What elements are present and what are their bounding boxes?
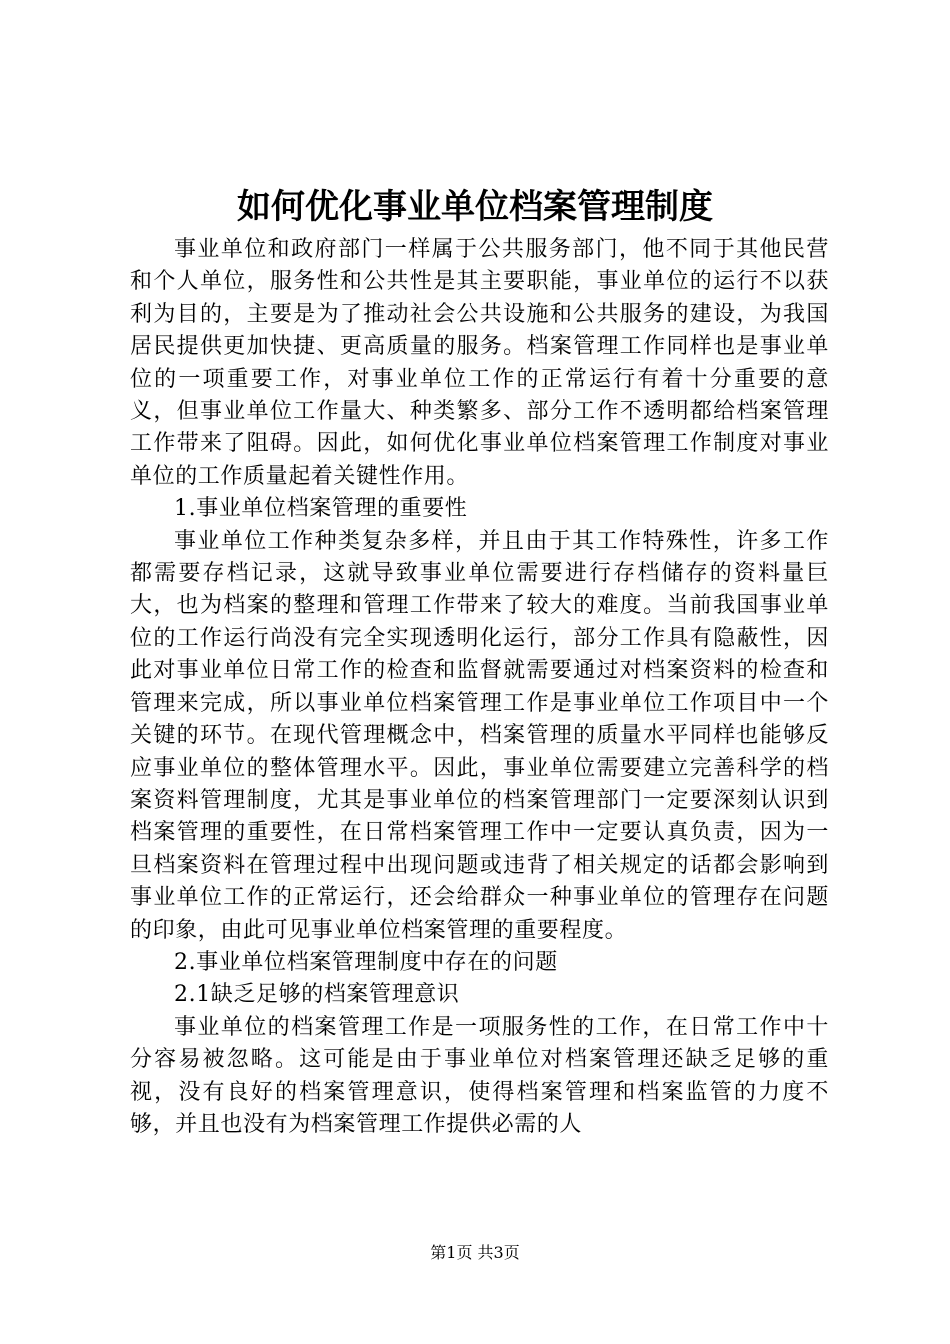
paragraph-awareness: 事业单位的档案管理工作是一项服务性的工作，在日常工作中十分容易被忽略。这可能是由于事业单位对档案管理还缺乏足够的重视，没有良好的档案管理意识，使得档案管理和档案监管的力度不够，并且也没有为档案管理工作提供必需的人 <box>130 1014 829 1137</box>
section-heading-2: 2.事业单位档案管理制度中存在的问题 <box>174 949 558 975</box>
document-body <box>130 234 829 1141</box>
section-heading-1: 1.事业单位档案管理的重要性 <box>174 496 468 522</box>
paragraph-intro: 事业单位和政府部门一样属于公共服务部门，他不同于其他民营和个人单位，服务性和公共性是其主要职能，事业单位的运行不以获利为目的，主要是为了推动社会公共设施和公共服务的建设，为我国居民提供更加快捷、更高质量的服务。档案管理工作同样也是事业单位的一项重要工作，对事业单位工作的正常运行有着十分重要的意义，但事业单位工作量大、种类繁多、部分工作不透明都给档案管理工作带来了阻碍。因此，如何优化事业单位档案管理工作制度对事业单位的工作质量起着关键性作用。 <box>130 237 829 489</box>
subsection-heading-2-1: 2.1缺乏足够的档案管理意识 <box>174 982 460 1008</box>
page-number-footer: 第1页 共3页 <box>430 1243 520 1262</box>
paragraph-importance: 事业单位工作种类复杂多样，并且由于其工作特殊性，许多工作都需要存档记录，这就导致事业单位需要进行存档储存的资料量巨大，也为档案的整理和管理工作带来了较大的难度。当前我国事业单位的工作运行尚没有完全实现透明化运行，部分工作具有隐蔽性，因此对事业单位日常工作的检查和监督就需要通过对档案资料的检查和管理来完成，所以事业单位档案管理工作是事业单位工作项目中一个关键的环节。在现代管理概念中，档案管理的质量水平同样也能够反应事业单位的整体管理水平。因此，事业单位需要建立完善科学的档案资料管理制度，尤其是事业单位的档案管理部门一定要深刻认识到档案管理的重要性，在日常档案管理工作中一定要认真负责，因为一旦档案资料在管理过程中出现问题或违背了相关规定的话都会影响到事业单位工作的正常运行，还会给群众一种事业单位的管理存在问题的印象，由此可见事业单位档案管理的重要程度。 <box>130 528 829 943</box>
document-title: 如何优化事业单位档案管理制度 <box>237 187 713 227</box>
